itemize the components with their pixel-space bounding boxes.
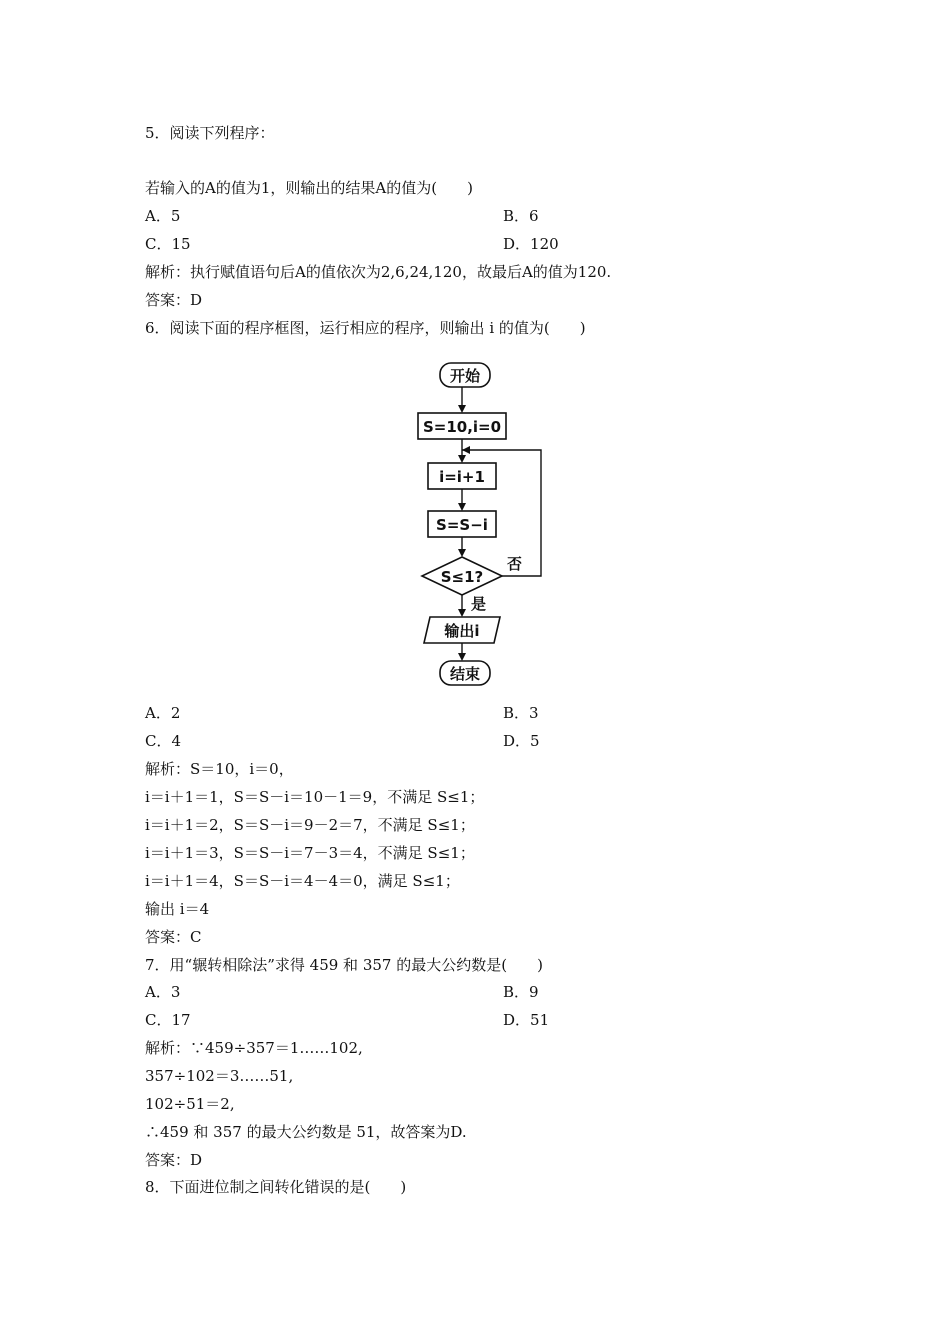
q7-analysis-line: 解析：∵459÷357＝1……102,	[145, 1039, 363, 1057]
q7-choice-d: D．51	[503, 1011, 550, 1029]
q7-analysis-line: 357÷102＝3……51,	[145, 1067, 294, 1085]
q5-title: 5．阅读下列程序：	[145, 124, 275, 142]
flow-yes-label: 是	[471, 595, 487, 613]
flow-arrowhead	[458, 653, 466, 661]
flow-step1-label: i=i+1	[439, 468, 485, 486]
flow-arrowhead	[462, 446, 470, 454]
q5-choice-a: A．5	[145, 207, 181, 225]
q5-answer: 答案：D	[145, 291, 203, 309]
q7-answer: 答案：D	[145, 1151, 203, 1169]
flow-output-label: 输出i	[444, 622, 480, 640]
flowchart	[400, 355, 560, 690]
q7-analysis-line: 102÷51＝2,	[145, 1095, 235, 1113]
q6-answer: 答案：C	[145, 928, 202, 946]
flow-arrowhead	[458, 609, 466, 617]
flow-end-label: 结束	[449, 665, 481, 683]
q6-analysis-line: 解析：S＝10，i＝0，	[145, 760, 294, 778]
q6-analysis-line: i＝i＋1＝3，S＝S－i＝7－3＝4，不满足 S≤1；	[145, 844, 475, 862]
q6-choice-a: A．2	[145, 704, 181, 722]
flow-start-label: 开始	[449, 367, 481, 385]
q6-choice-d: D．5	[503, 732, 540, 750]
flow-no-label: 否	[507, 555, 523, 573]
flow-arrowhead	[458, 455, 466, 463]
flow-init-label: S=10,i=0	[422, 418, 502, 436]
flow-arrowhead	[458, 405, 466, 413]
q8-title: 8．下面进位制之间转化错误的是( )	[145, 1178, 407, 1196]
q6-analysis-line: i＝i＋1＝4，S＝S－i＝4－4＝0，满足 S≤1；	[145, 872, 460, 890]
q6-choice-b: B．3	[503, 704, 539, 722]
q7-choice-c: C．17	[145, 1011, 191, 1029]
flow-arrowhead	[458, 549, 466, 557]
q7-analysis-line: ∴459 和 357 的最大公约数是 51，故答案为D.	[145, 1123, 467, 1141]
q5-analysis: 解析：执行赋值语句后A的值依次为2,6,24,120，故最后A的值为120.	[145, 263, 612, 281]
q6-title: 6．阅读下面的程序框图，运行相应的程序，则输出 i 的值为( )	[145, 319, 586, 337]
q6-choice-c: C．4	[145, 732, 182, 750]
q7-choice-a: A．3	[145, 983, 181, 1001]
q7-title: 7．用“辗转相除法”求得 459 和 357 的最大公约数是( )	[145, 956, 543, 974]
flow-step2-label: S=S−i	[436, 516, 488, 534]
q6-analysis-line: i＝i＋1＝2，S＝S－i＝9－2＝7，不满足 S≤1；	[145, 816, 475, 834]
flow-arrowhead	[458, 503, 466, 511]
q5-choice-b: B．6	[503, 207, 539, 225]
flow-decision-label: S≤1?	[440, 568, 484, 586]
q5-choice-d: D．120	[503, 235, 559, 253]
q6-analysis-line: 输出 i＝4	[145, 900, 210, 918]
q6-analysis-line: i＝i＋1＝1，S＝S－i＝10－1＝9，不满足 S≤1；	[145, 788, 485, 806]
q5-choice-c: C．15	[145, 235, 191, 253]
q7-choice-b: B．9	[503, 983, 539, 1001]
q5-question: 若输入的A的值为1，则输出的结果A的值为( )	[145, 179, 473, 197]
